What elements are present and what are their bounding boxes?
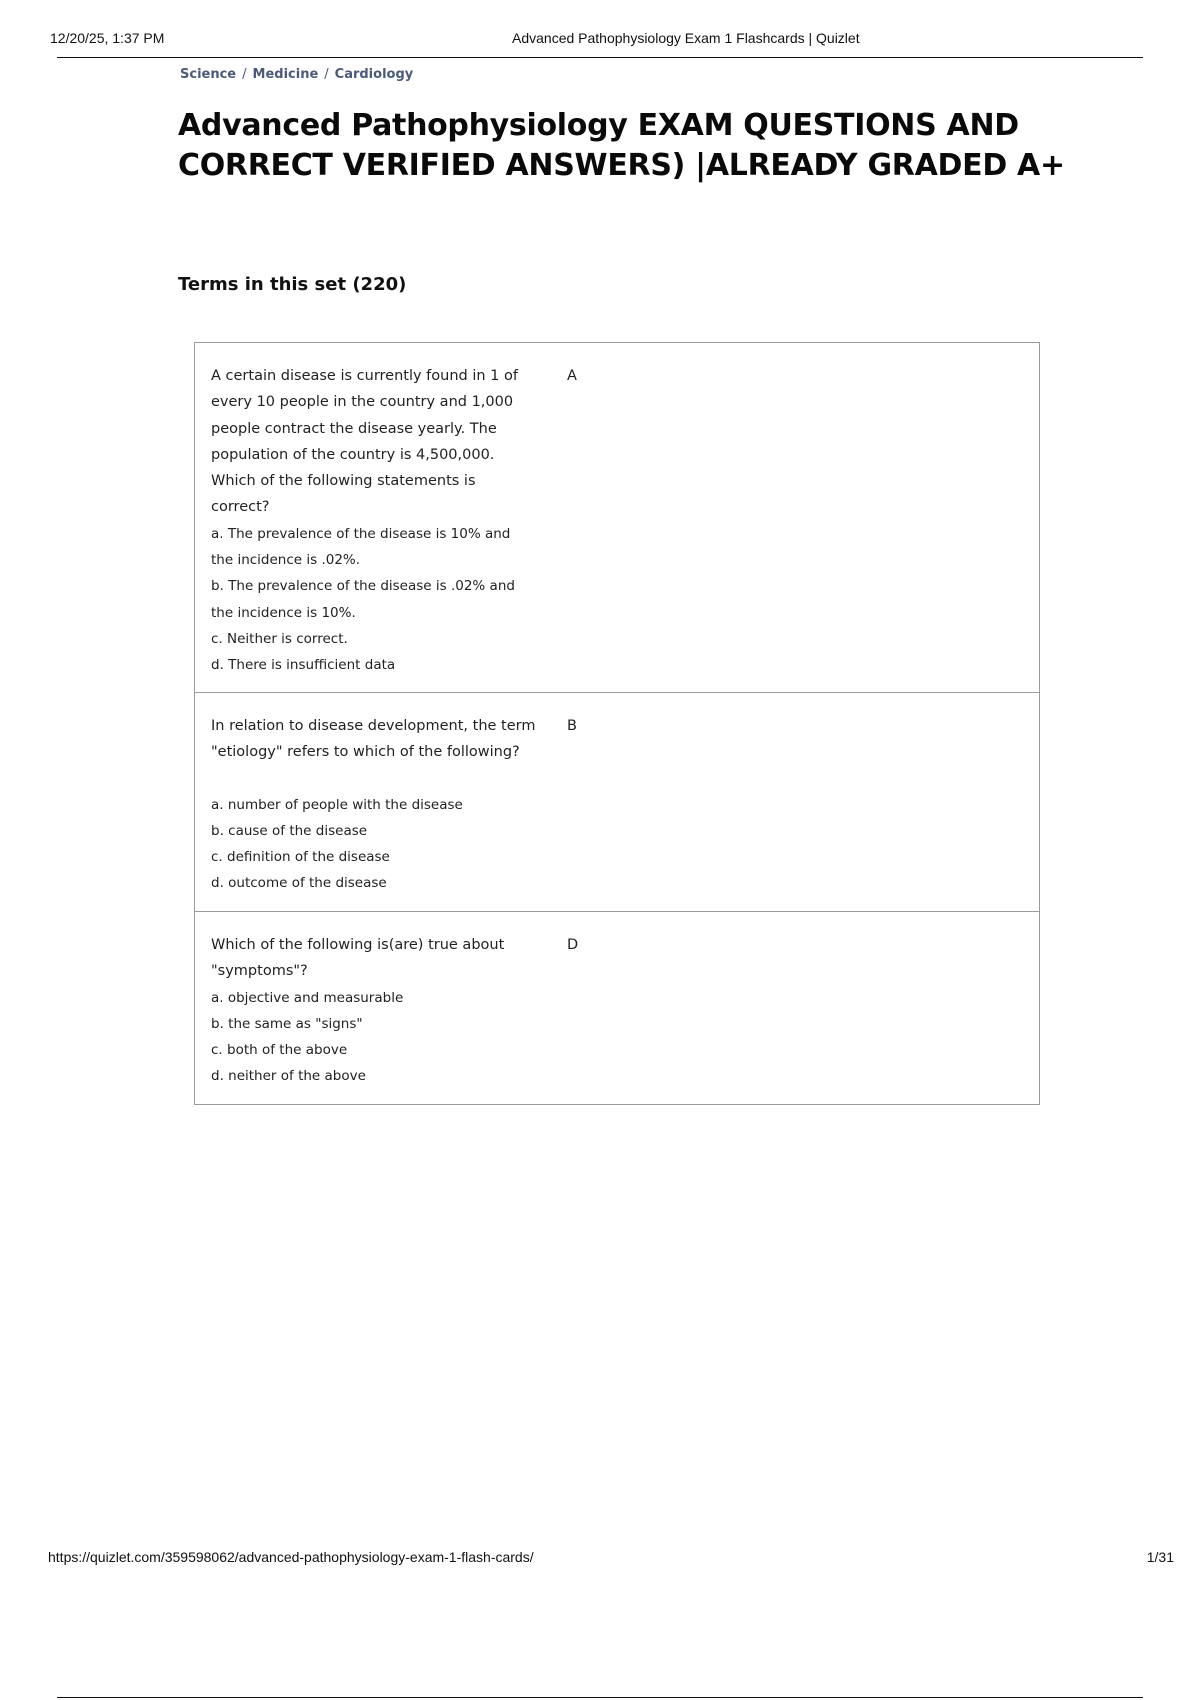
option-line: b. The prevalence of the disease is .02% and	[211, 578, 515, 595]
breadcrumb	[180, 67, 413, 82]
print-url: https://quizlet.com/359598062/advanced-pathophysiology-exam-1-flash-cards/	[48, 1549, 534, 1565]
print-header	[50, 28, 1140, 54]
print-datetime: 12/20/25, 1:37 PM	[50, 30, 165, 46]
option-line: a. number of people with the disease	[211, 796, 463, 813]
option-line: b. the same as "signs"	[211, 1015, 363, 1032]
term-question: In relation to disease development, the term "etiology" refers to which of the following?	[211, 718, 536, 761]
option-line: a. objective and measurable	[211, 989, 404, 1006]
breadcrumb-separator: /	[324, 67, 329, 82]
term-definition: D	[567, 937, 579, 953]
print-doc-title: Advanced Pathophysiology Exam 1 Flashcards | Quizlet	[512, 30, 860, 46]
term-definition: A	[567, 368, 577, 384]
breadcrumb-cardiology[interactable]: Cardiology	[334, 67, 414, 82]
footer-divider	[57, 1697, 1143, 1698]
option-line: d. There is insufficient data	[211, 657, 396, 674]
option-line: d. outcome of the disease	[211, 875, 387, 892]
print-footer	[48, 1549, 1174, 1571]
breadcrumb-separator: /	[242, 67, 247, 82]
breadcrumb-science[interactable]: Science	[180, 67, 237, 82]
page-title: Advanced Pathophysiology EXAM QUESTIONS AND CORRECT VERIFIED ANSWERS) |ALREADY GRADED A+	[178, 108, 1065, 183]
option-line: c. both of the above	[211, 1042, 348, 1059]
page-counter: 1/31	[1146, 1549, 1174, 1565]
option-line: c. definition of the disease	[211, 849, 390, 866]
option-line: the incidence is 10%.	[211, 604, 356, 621]
term-card[interactable]	[195, 912, 1039, 1104]
option-line: c. Neither is correct.	[211, 630, 348, 647]
option-line: b. cause of the disease	[211, 822, 368, 839]
option-line: a. The prevalence of the disease is 10% and	[211, 525, 511, 542]
term-definition: B	[567, 718, 577, 734]
option-line: the incidence is .02%.	[211, 552, 361, 569]
term-card[interactable]	[195, 693, 1039, 912]
term-question: A certain disease is currently found in 1 of every 10 people in the country and 1,000 people contract the disease yearly. The population of the country is 4,500,000. Which of the following statements is correct?	[211, 368, 518, 516]
breadcrumb-medicine[interactable]: Medicine	[252, 67, 319, 82]
terms-list	[194, 342, 1040, 1105]
term-options	[211, 985, 1023, 1090]
header-divider	[57, 57, 1143, 58]
term-options	[211, 521, 1023, 679]
term-card[interactable]	[195, 343, 1039, 693]
term-question: Which of the following is(are) true about "symptoms"?	[211, 937, 505, 980]
term-options	[211, 792, 1023, 897]
terms-heading: Terms in this set (220)	[178, 274, 407, 295]
option-line: d. neither of the above	[211, 1068, 366, 1085]
